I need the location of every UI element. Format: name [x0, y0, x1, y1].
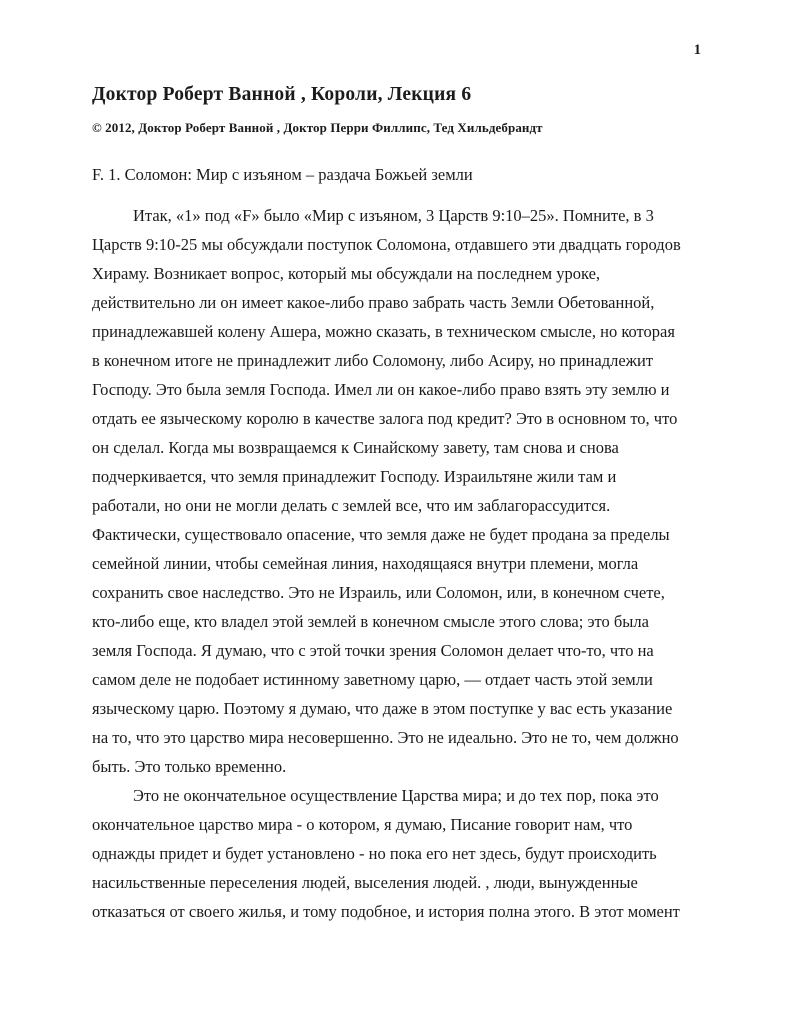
body-text	[92, 201, 791, 926]
text-line: в конечном итоге не принадлежит либо Соломону, либо Асиру, но принадлежит	[92, 351, 654, 370]
section-heading: F. 1. Соломон: Мир с изъяном – раздача Божьей земли	[92, 165, 473, 184]
page-number: 1	[693, 42, 701, 58]
text-line: однажды придет и будет установлено - но пока его нет здесь, будут происходить	[92, 844, 657, 863]
paragraph	[92, 781, 791, 926]
text-line: Это не окончательное осуществление Царства мира; и до тех пор, пока это	[133, 786, 659, 805]
text-line: насильственные переселения людей, выселения людей. , люди, вынужденные	[92, 873, 638, 892]
text-line: он сделал. Когда мы возвращаемся к Синайскому завету, там снова и снова	[92, 438, 619, 457]
text-line: Господу. Это была земля Господа. Имел ли он какое-либо право взять эту землю и	[92, 380, 670, 399]
text-line: быть. Это только временно.	[92, 757, 287, 776]
text-line: отдать ее языческому королю в качестве залога под кредит? Это в основном то, что	[92, 409, 678, 428]
text-line: кто-либо еще, кто владел этой землей в конечном смысле этого слова; это была	[92, 612, 649, 631]
text-line: на то, что это царство мира несовершенно. Это не идеально. Это не то, чем должно	[92, 728, 679, 747]
text-line: Фактически, существовало опасение, что земля даже не будет продана за пределы	[92, 525, 670, 544]
text-line: Царств 9:10-25 мы обсуждали поступок Соломона, отдавшего эти двадцать городов	[92, 235, 681, 254]
text-line: языческому царю. Поэтому я думаю, что даже в этом поступке у вас есть указание	[92, 699, 673, 718]
text-line: Хираму. Возникает вопрос, который мы обсуждали на последнем уроке,	[92, 264, 601, 283]
text-line: отказаться от своего жилья, и тому подобное, и история полна этого. В этот момент	[92, 902, 680, 921]
text-line: сохранить свое наследство. Это не Израиль, или Соломон, или, в конечном счете,	[92, 583, 665, 602]
text-line: Итак, «1» под «F» было «Мир с изъяном, 3 Царств 9:10–25». Помните, в 3	[133, 206, 654, 225]
text-line: работали, но они не могли делать с землей все, что им заблагорассудится.	[92, 496, 611, 515]
paragraph	[92, 201, 791, 781]
page-content	[92, 0, 791, 926]
text-line: принадлежавшей колену Ашера, можно сказать, в техническом смысле, но которая	[92, 322, 675, 341]
text-line: действительно ли он имеет какое-либо право забрать часть Земли Обетованной,	[92, 293, 655, 312]
text-line: земля Господа. Я думаю, что с этой точки зрения Соломон делает что-то, что на	[92, 641, 654, 660]
text-line: подчеркивается, что земля принадлежит Господу. Израильтяне жили там и	[92, 467, 617, 486]
text-line: семейной линии, чтобы семейная линия, находящаяся внутри племени, могла	[92, 554, 639, 573]
document-title: Доктор Роберт Ванной , Короли, Лекция 6	[92, 84, 472, 105]
text-line: самом деле не подобает истинному заветному царю, — отдает часть этой земли	[92, 670, 653, 689]
copyright-line: © 2012, Доктор Роберт Ванной , Доктор Перри Филлипс, Тед Хильдебрандт	[92, 120, 543, 135]
text-line: окончательное царство мира - о котором, я думаю, Писание говорит нам, что	[92, 815, 633, 834]
